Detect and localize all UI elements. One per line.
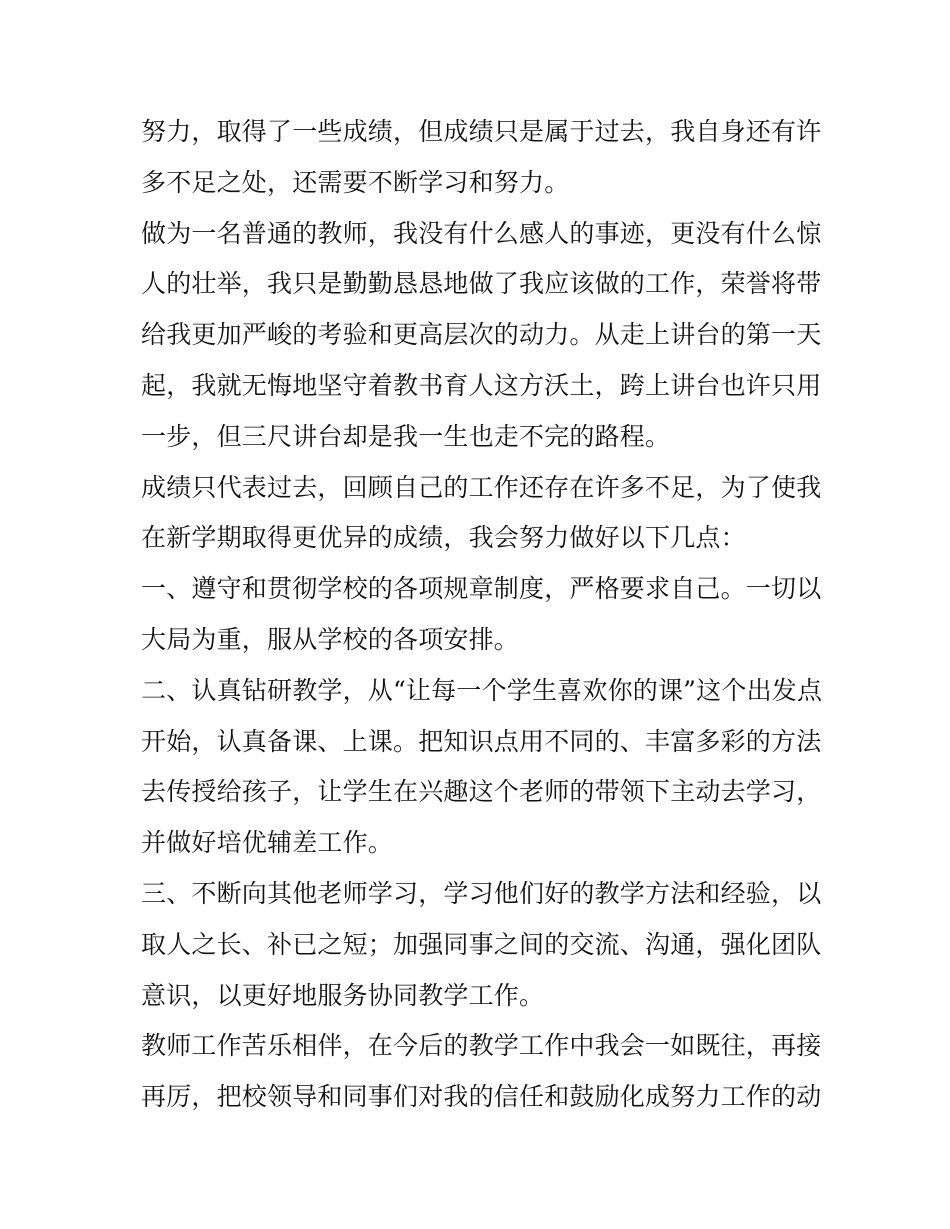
document-body [141, 107, 823, 1123]
text-line-17: 取人之长、补已之短；加强同事之间的交流、沟通，强化团队 [141, 929, 822, 959]
text-line-10: 一、遵守和贯彻学校的各项规章制度，严格要求自己。一切以 [141, 574, 822, 604]
text-line-1: 努力，取得了一些成绩，但成绩只是属于过去，我自身还有许 [141, 117, 822, 146]
text-line-15: 并做好培优辅差工作。 [141, 828, 394, 858]
text-line-8: 成绩只代表过去，回顾自己的工作还存在许多不足，为了使我 [141, 472, 822, 502]
text-line-4: 人的壮举，我只是勤勤恳恳地做了我应该做的工作，荣誉将带 [141, 269, 822, 299]
text-line-7: 一步，但三尺讲台却是我一生也走不完的路程。 [141, 421, 671, 451]
text-line-11: 大局为重，服从学校的各项安排。 [141, 624, 520, 654]
text-line-12: 二、认真钻研教学，从“让每一个学生喜欢你的课”这个出发点 [141, 675, 823, 705]
text-line-18: 意识，以更好地服务协同教学工作。 [141, 980, 545, 1010]
text-line-16: 三、不断向其他老师学习，学习他们好的教学方法和经验，以 [141, 878, 822, 908]
text-line-5: 给我更加严峻的考验和更高层次的动力。从走上讲台的第一天 [141, 320, 822, 350]
text-line-20: 再厉，把校领导和同事们对我的信任和鼓励化成努力工作的动 [141, 1082, 822, 1112]
text-line-6: 起，我就无悔地坚守着教书育人这方沃土，跨上讲台也许只用 [141, 370, 822, 400]
text-line-19: 教师工作苦乐相伴，在今后的教学工作中我会一如既往，再接 [141, 1031, 822, 1061]
text-line-14: 去传授给孩子，让学生在兴趣这个老师的带领下主动去学习， [141, 777, 822, 807]
text-line-13: 开始，认真备课、上课。把知识点用不同的、丰富多彩的方法 [141, 726, 822, 756]
text-line-3: 做为一名普通的教师，我没有什么感人的事迹，更没有什么惊 [141, 218, 822, 248]
text-line-2: 多不足之处，还需要不断学习和努力。 [141, 167, 570, 197]
text-line-9: 在新学期取得更优异的成绩，我会努力做好以下几点： [141, 523, 746, 553]
